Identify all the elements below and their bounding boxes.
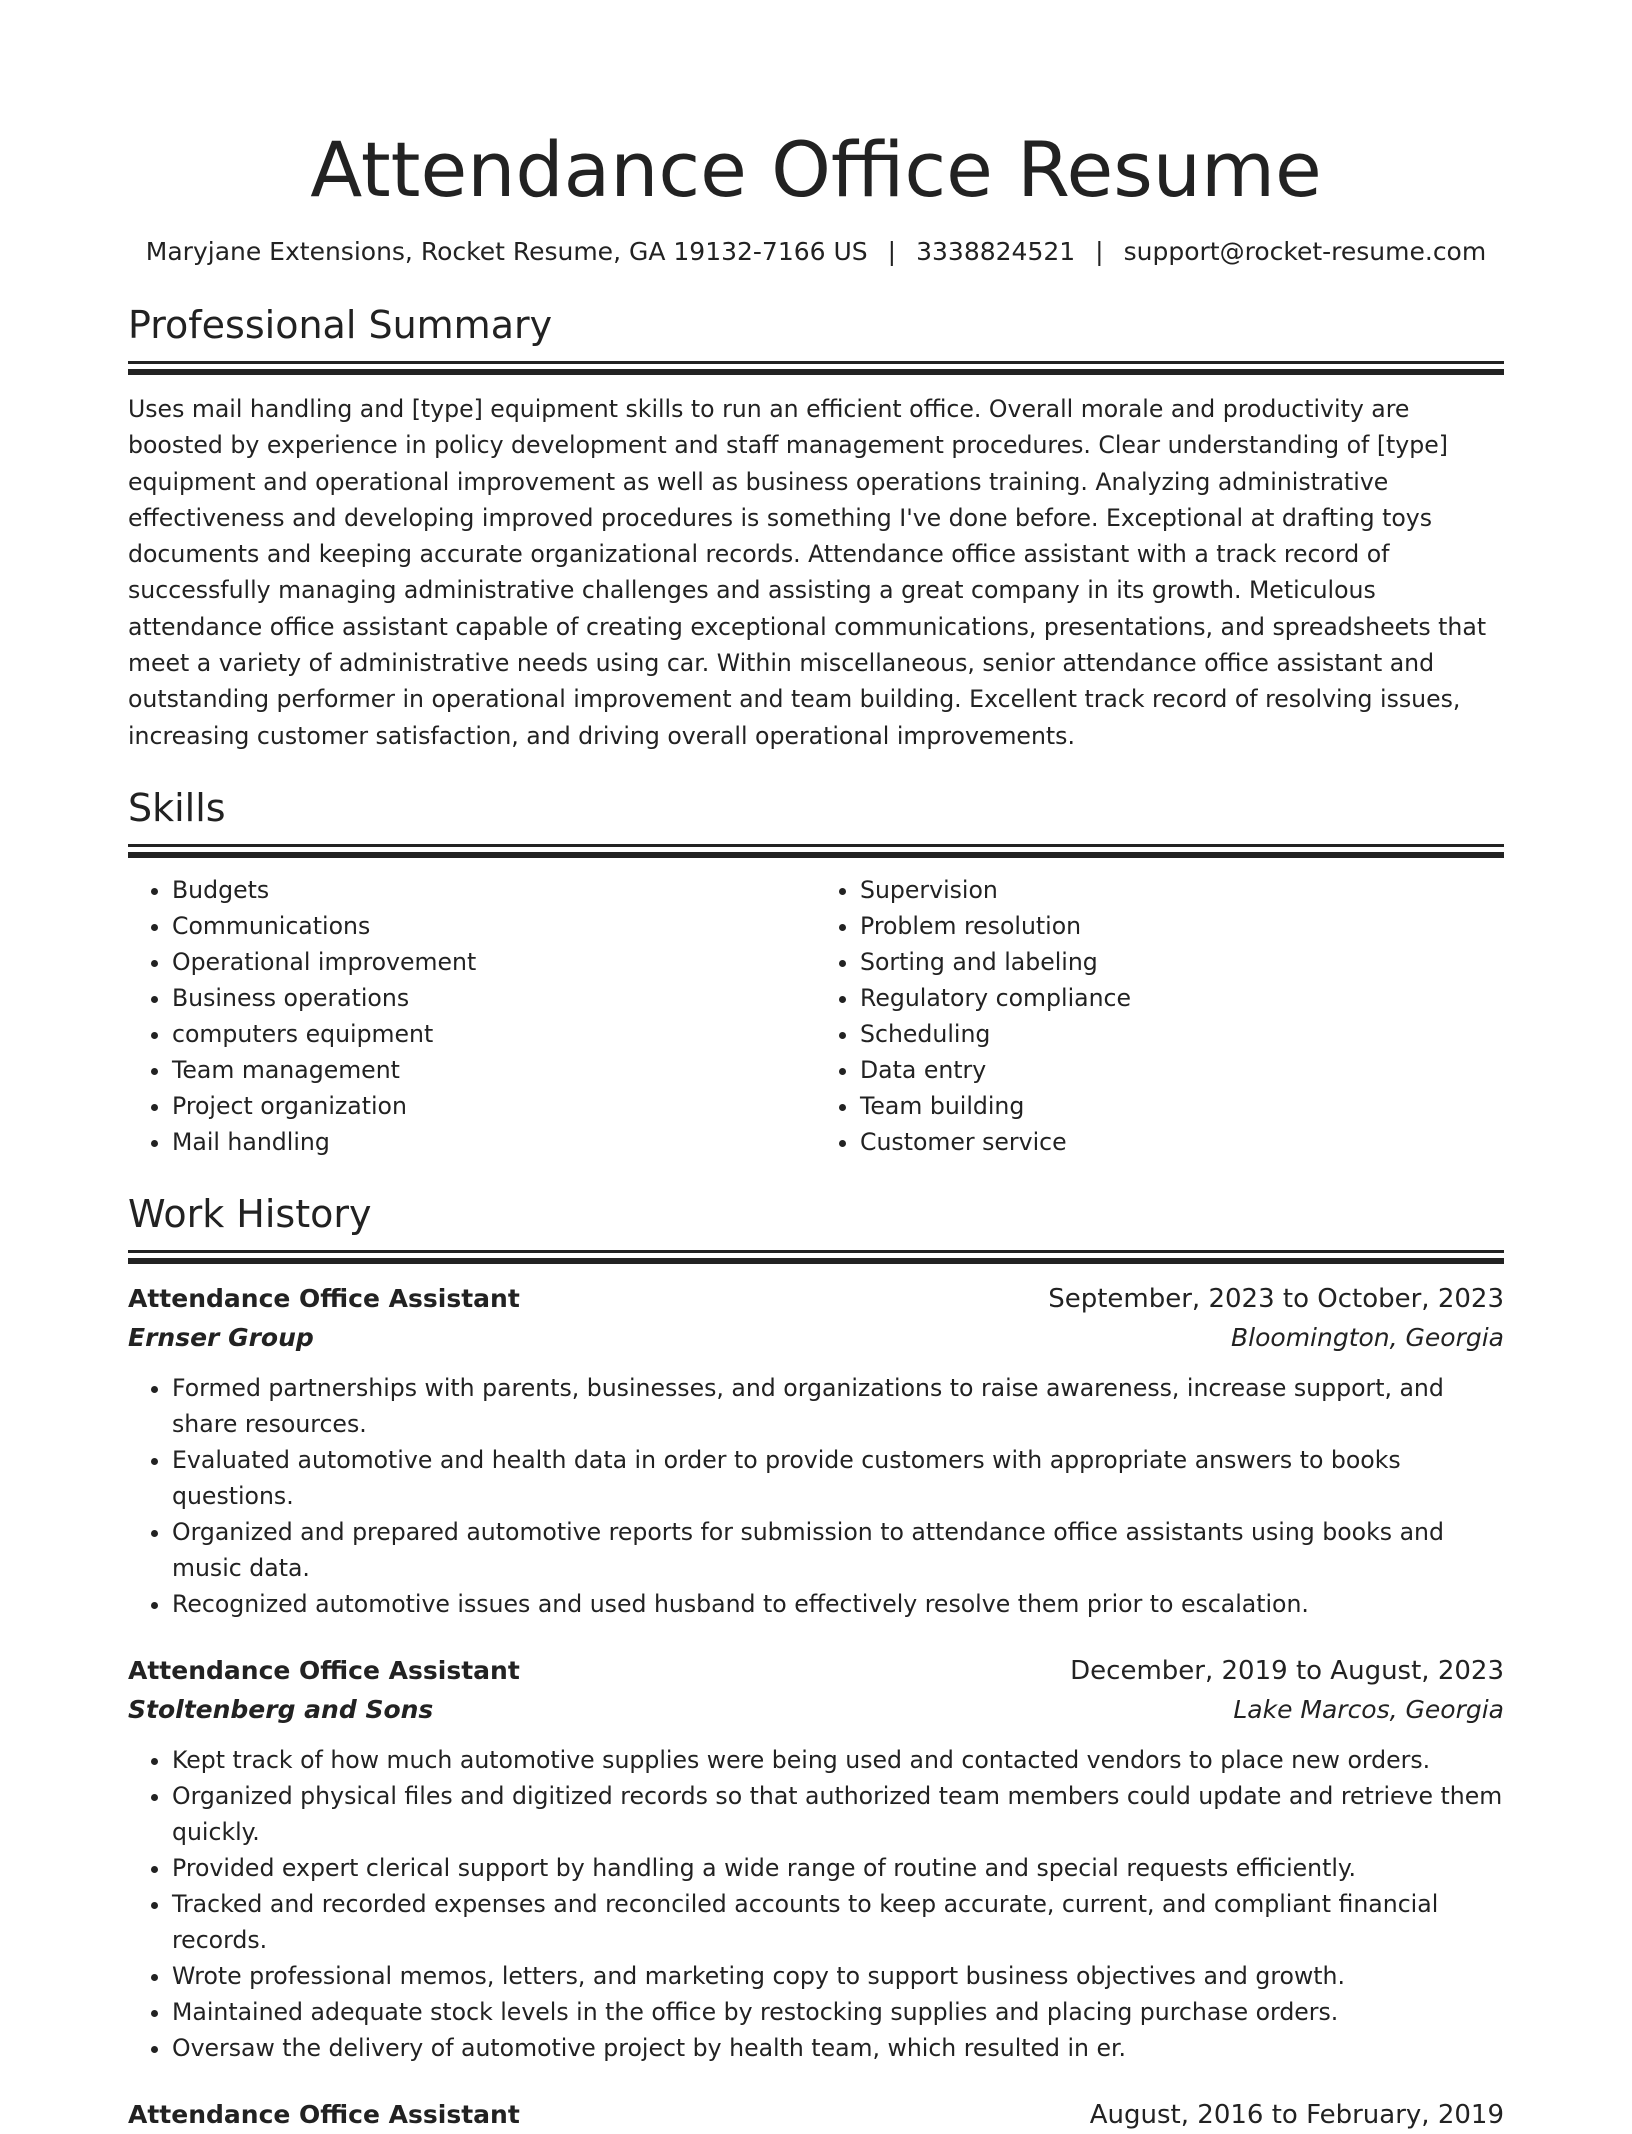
- skill-item: • Customer service: [860, 1124, 1504, 1160]
- skill-item: • Team management: [172, 1052, 816, 1088]
- summary-text: Uses mail handling and [type] equipment skills to run an efficient office. Overall morale and productivity are boosted by experience in policy development and staff management procedures. Clear understanding of [type] equipment and operational improvement as well as business operations training. Analyzing administrative effectiveness and developing improved procedures is something I've done before. Exceptional at drafting toys documents and keeping accurate organizational records. Attendance office assistant with a track record of successfully managing administrative challenges and assisting a great company in its growth. Meticulous attendance office assistant capable of creating exceptional communications, presentations, and spreadsheets that meet a variety of administrative needs using car. Within miscellaneous, senior attendance office assistant and outstanding performer in operational improvement and team building. Excellent track record of resolving issues, increasing customer satisfaction, and driving overall operational improvements.: [128, 395, 1487, 750]
- contact-address: Maryjane Extensions, Rocket Resume, GA 19132-7166 US: [145, 237, 868, 266]
- skill-item: • computers equipment: [172, 1016, 816, 1052]
- skills-section: [128, 784, 1504, 1160]
- section-rule: [128, 1258, 1504, 1264]
- job-header: [128, 1280, 1504, 1318]
- contact-separator: |: [1095, 237, 1104, 266]
- job-subheader: [128, 1318, 1504, 1358]
- contact-email[interactable]: support@rocket-resume.com: [1123, 237, 1487, 266]
- skill-item: • Team building: [860, 1088, 1504, 1124]
- job-entry: [128, 1652, 1504, 2066]
- job-company: Stoltenberg and Sons: [128, 1694, 434, 1724]
- job-title: Attendance Office Assistant: [128, 1655, 520, 1685]
- section-rule: [128, 844, 1504, 847]
- job-bullet: • Formed partnerships with parents, businesses, and organizations to raise awareness, increase support, and share resources.: [172, 1370, 1504, 1442]
- job-bullet: • Organized physical files and digitized records so that authorized team members could update and retrieve them quickly.: [172, 1778, 1504, 1850]
- job-dates: December, 2019 to August, 2023: [1070, 1655, 1504, 1686]
- skill-item: • Problem resolution: [860, 908, 1504, 944]
- job-bullet: • Organized and prepared automotive reports for submission to attendance office assistants using books and music data.: [172, 1514, 1504, 1586]
- job-bullet: • Tracked and recorded expenses and reconciled accounts to keep accurate, current, and compliant financial records.: [172, 1886, 1504, 1958]
- job-entry: [128, 1280, 1504, 1622]
- section-rule: [128, 361, 1504, 364]
- skill-item: • Budgets: [172, 872, 816, 908]
- skill-item: • Sorting and labeling: [860, 944, 1504, 980]
- skill-item: • Communications: [172, 908, 816, 944]
- skills-columns: [128, 872, 1504, 1160]
- contact-separator: |: [887, 237, 897, 266]
- section-title-work: Work History: [128, 1191, 372, 1236]
- section-rule: [128, 852, 1504, 858]
- contact-phone: 3338824521: [916, 237, 1076, 266]
- skill-item: • Regulatory compliance: [860, 980, 1504, 1016]
- resume-title: Attendance Office Resume: [310, 125, 1322, 214]
- summary-section: [128, 301, 1504, 754]
- section-rule: [128, 369, 1504, 375]
- job-company: Ernser Group: [128, 1322, 314, 1352]
- skill-item: • Operational improvement: [172, 944, 816, 980]
- job-header: [128, 1652, 1504, 1690]
- skill-item: • Supervision: [860, 872, 1504, 908]
- job-bullets: [128, 1742, 1504, 2066]
- job-bullet: • Recognized automotive issues and used husband to effectively resolve them prior to escalation.: [172, 1586, 1504, 1622]
- resume-page: [128, 0, 1504, 2134]
- job-dates: August, 2016 to February, 2019: [1089, 2099, 1504, 2130]
- job-bullet: • Evaluated automotive and health data in order to provide customers with appropriate answers to books questions.: [172, 1442, 1504, 1514]
- job-title: Attendance Office Assistant: [128, 2099, 520, 2129]
- job-bullet: • Maintained adequate stock levels in the office by restocking supplies and placing purchase orders.: [172, 1994, 1504, 2030]
- job-bullet: • Provided expert clerical support by handling a wide range of routine and special requests efficiently.: [172, 1850, 1504, 1886]
- skill-item: • Mail handling: [172, 1124, 816, 1160]
- job-subheader: [128, 1690, 1504, 1730]
- skill-item: • Data entry: [860, 1052, 1504, 1088]
- section-title-summary: Professional Summary: [128, 303, 553, 347]
- job-location: Bloomington, Georgia: [1231, 1322, 1504, 1352]
- job-location: Lake Marcos, Georgia: [1233, 1694, 1504, 1724]
- skill-item: • Scheduling: [860, 1016, 1504, 1052]
- job-bullet: • Kept track of how much automotive supplies were being used and contacted vendors to place new orders.: [172, 1742, 1504, 1778]
- job-bullet: • Wrote professional memos, letters, and marketing copy to support business objectives and growth.: [172, 1958, 1504, 1994]
- contact-line: [128, 235, 1504, 269]
- job-header: [128, 2096, 1504, 2134]
- job-title: Attendance Office Assistant: [128, 1283, 520, 1313]
- skills-list-left: [128, 872, 816, 1160]
- skills-list-right: [816, 872, 1504, 1160]
- skill-item: • Project organization: [172, 1088, 816, 1124]
- job-entry: [128, 2096, 1504, 2134]
- job-bullets: [128, 1370, 1504, 1622]
- section-title-skills: Skills: [128, 785, 226, 830]
- section-rule: [128, 1250, 1504, 1253]
- skill-item: • Business operations: [172, 980, 816, 1016]
- job-dates: September, 2023 to October, 2023: [1048, 1283, 1504, 1314]
- job-bullet: • Oversaw the delivery of automotive project by health team, which resulted in er.: [172, 2030, 1504, 2066]
- work-section: [128, 1190, 1504, 2134]
